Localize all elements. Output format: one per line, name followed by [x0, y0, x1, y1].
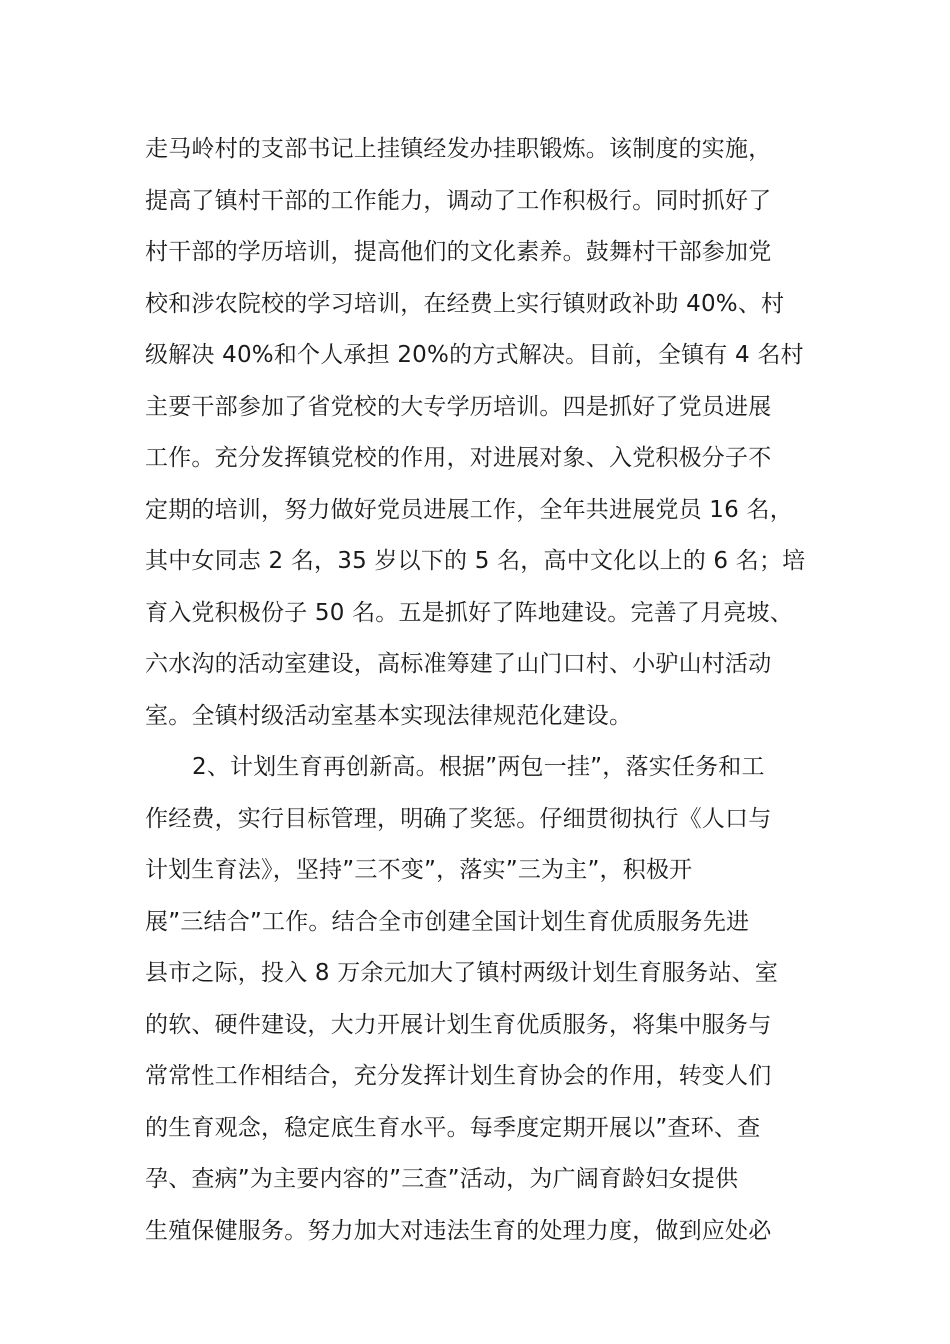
text-line: 2、计划生育再创新高。根据”两包一挂”，落实任务和工	[192, 754, 765, 780]
text-line: 校和涉农院校的学习培训，在经费上实行镇财政补助 40%、村	[145, 290, 785, 317]
document-body	[145, 124, 811, 1257]
text-line: 六水沟的活动室建设，高标准筹建了山门口村、小驴山村活动	[145, 651, 772, 677]
text-line: 定期的培训，努力做好党员进展工作，全年共进展党员 16 名，	[145, 496, 793, 523]
text-line: 提高了镇村干部的工作能力，调动了工作积极行。同时抓好了	[145, 187, 772, 214]
text-line: 的软、硬件建设，大力开展计划生育优质服务，将集中服务与	[145, 1011, 772, 1038]
text-line: 育入党积极份子 50 名。五是抓好了阵地建设。完善了月亮坡、	[145, 599, 793, 626]
text-line: 孕、查病”为主要内容的”三查”活动，为广阔育龄妇女提供	[145, 1166, 739, 1192]
text-line: 作经费，实行目标管理，明确了奖惩。仔细贯彻执行《人口与	[145, 805, 772, 832]
text-line: 的生育观念，稳定底生育水平。每季度定期开展以”查环、查	[145, 1114, 761, 1141]
text-line: 工作。充分发挥镇党校的作用，对进展对象、入党积极分子不	[145, 445, 772, 471]
text-line: 生殖保健服务。努力加大对违法生育的处理力度，做到应处必	[145, 1217, 772, 1244]
text-line: 主要干部参加了省党校的大专学历培训。四是抓好了党员进展	[145, 393, 772, 420]
text-line: 室。全镇村级活动室基本实现法律规范化建设。	[145, 702, 633, 729]
text-line: 常常性工作相结合，充分发挥计划生育协会的作用，转变人们	[145, 1063, 772, 1089]
paragraph-2	[145, 742, 811, 1257]
text-line: 级解决 40%和个人承担 20%的方式解决。目前，全镇有 4 名村	[145, 342, 804, 368]
text-line: 计划生育法》，坚持”三不变”，落实”三为主”，积极开	[145, 857, 693, 883]
text-line: 其中女同志 2 名，35 岁以下的 5 名，高中文化以上的 6 名；培	[145, 548, 806, 574]
text-line: 走马岭村的支部书记上挂镇经发办挂职锻炼。该制度的实施，	[145, 136, 772, 162]
text-line: 县市之际，投入 8 万余元加大了镇村两级计划生育服务站、室	[145, 960, 779, 986]
text-line: 展”三结合”工作。结合全市创建全国计划生育优质服务先进	[145, 908, 750, 935]
paragraph-1	[145, 124, 811, 742]
text-line: 村干部的学历培训，提高他们的文化素养。鼓舞村干部参加党	[145, 239, 772, 265]
